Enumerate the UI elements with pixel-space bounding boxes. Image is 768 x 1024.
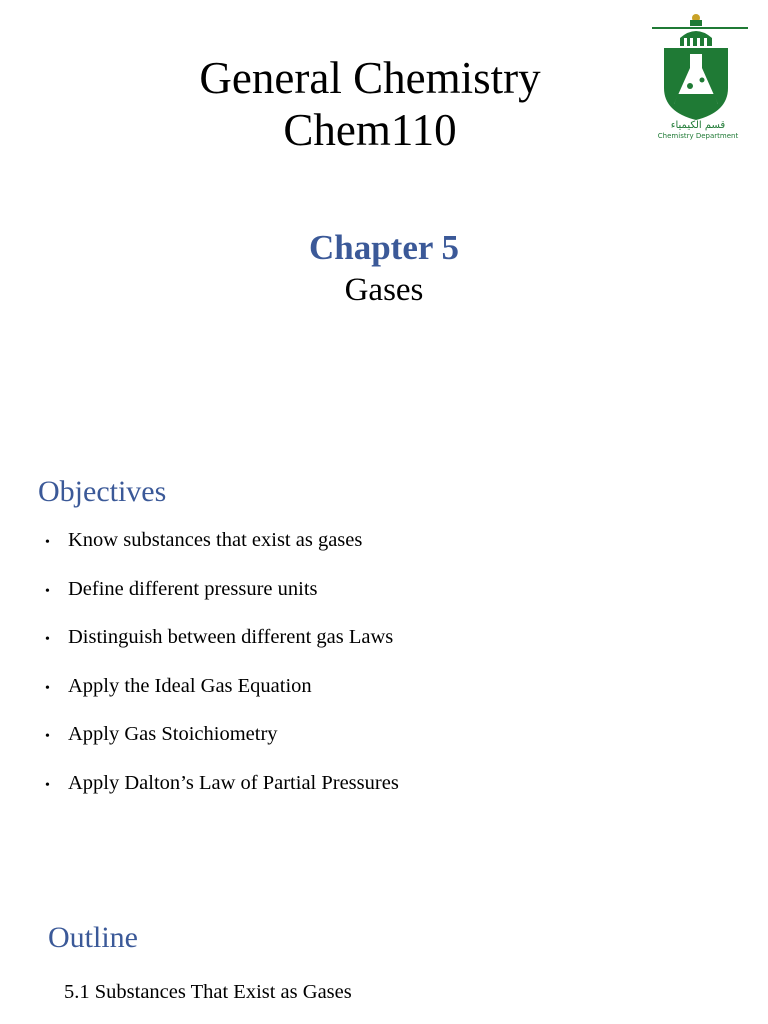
objective-text: Distinguish between different gas Laws bbox=[68, 626, 394, 649]
chapter-name: Gases bbox=[344, 272, 424, 308]
objective-item bbox=[40, 571, 399, 620]
logo-english-text: Chemistry Department bbox=[657, 132, 739, 140]
bullet-icon: • bbox=[45, 632, 50, 648]
objective-text: Define different pressure units bbox=[68, 577, 318, 600]
objective-item bbox=[40, 522, 399, 571]
objective-text: Apply Dalton’s Law of Partial Pressures bbox=[68, 771, 399, 794]
chapter-header bbox=[0, 226, 768, 310]
course-title-line2: Chem110 bbox=[283, 105, 457, 155]
objective-item bbox=[40, 716, 399, 765]
bullet-icon: • bbox=[45, 777, 50, 793]
bullet-icon: • bbox=[45, 729, 50, 745]
objectives-list bbox=[40, 522, 399, 814]
bullet-icon: • bbox=[45, 680, 50, 696]
objective-item bbox=[40, 668, 399, 717]
outline-heading: Outline bbox=[48, 921, 138, 954]
objective-text: Apply Gas Stoichiometry bbox=[68, 723, 278, 746]
bullet-icon: • bbox=[45, 583, 50, 599]
objective-text: Know substances that exist as gases bbox=[68, 529, 363, 551]
bullet-icon: • bbox=[45, 535, 50, 550]
objective-item bbox=[40, 619, 399, 668]
objectives-heading: Objectives bbox=[38, 475, 167, 508]
course-title-line1: General Chemistry bbox=[199, 53, 541, 103]
chapter-number: Chapter 5 bbox=[308, 228, 460, 267]
objective-item bbox=[40, 765, 399, 814]
objective-text: Apply the Ideal Gas Equation bbox=[68, 674, 312, 697]
outline-item: 5.1 Substances That Exist as Gases bbox=[64, 981, 352, 1003]
chemistry-department-logo bbox=[650, 8, 750, 140]
course-title bbox=[0, 52, 740, 156]
chemistry-department-emblem-icon bbox=[650, 8, 750, 140]
logo-arabic-text: قسم الكيمياء bbox=[670, 120, 726, 131]
